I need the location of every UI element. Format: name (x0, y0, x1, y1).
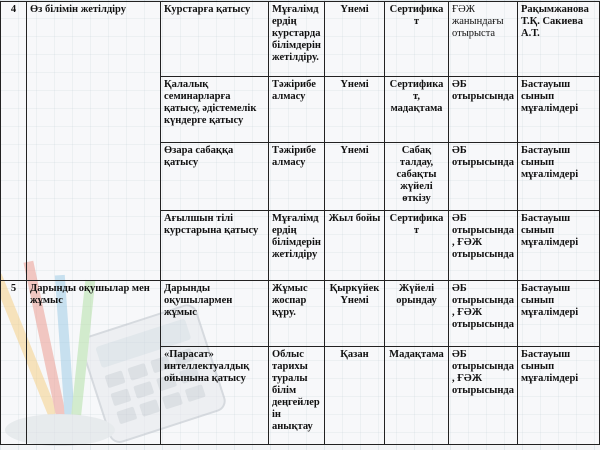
place-cell: ӘБ отырысында, ҒӘЖ отырысында (449, 281, 518, 347)
aim-cell: Мұғалімдердің курстарда білімдерін жетілдіру. (269, 2, 325, 77)
responsible-cell: Бастауыш сынып мұғалімдері (518, 281, 600, 347)
activity-cell: Қалалық семинарларға қатысу, әдістемелік күндерге қатысу (161, 77, 269, 143)
place-cell: ӘБ отырысында, ҒӘЖ отырысында (449, 211, 518, 281)
time-cell: Қазан (325, 347, 385, 445)
activity-cell: Өзара сабаққа қатысу (161, 143, 269, 211)
table-row (1, 281, 600, 347)
activity-cell: Ағылшын тілі курстарына қатысу (161, 211, 269, 281)
form-cell: Жүйелі орындау (385, 281, 449, 347)
time-cell: Үнемі (325, 77, 385, 143)
form-cell: Мадақтама (385, 347, 449, 445)
aim-cell: Жұмыс жоспар құру. (269, 281, 325, 347)
activity-cell: Курстарға қатысу (161, 2, 269, 77)
aim-cell: Мұғалімдердің білімдерін жетілдіру (269, 211, 325, 281)
responsible-cell: Рақымжанова Т.Қ. Сакиева А.Т. (518, 2, 600, 77)
form-cell: Сертификат (385, 211, 449, 281)
time-cell: Үнемі (325, 2, 385, 77)
plan-table (0, 1, 600, 445)
section-title: Дарынды оқушылар мен жұмыс (27, 281, 161, 445)
form-cell: Сертификат, мадақтама (385, 77, 449, 143)
place-cell: ҒӘЖ жанындағы отырыста (449, 2, 518, 77)
place-cell: ӘБ отырысында (449, 143, 518, 211)
place-cell: ӘБ отырысында, ҒӘЖ отырысында (449, 347, 518, 445)
responsible-cell: Бастауыш сынып мұғалімдері (518, 143, 600, 211)
time-cell: Жыл бойы (325, 211, 385, 281)
section-title: Өз білімін жетілдіру (27, 2, 161, 281)
responsible-cell: Бастауыш сынып мұғалімдері (518, 77, 600, 143)
form-cell: Сабақ талдау, сабақты жүйелі өткізу (385, 143, 449, 211)
aim-cell: Тәжірибе алмасу (269, 77, 325, 143)
activity-cell: «Парасат» интеллектуалдық ойынына қатысу (161, 347, 269, 445)
time-cell: Қыркүйек Үнемі (325, 281, 385, 347)
aim-cell: Тәжірибе алмасу (269, 143, 325, 211)
aim-cell: Облыс тарихы туралы білім деңгейлерін анықтау (269, 347, 325, 445)
activity-cell: Дарынды оқушылармен жұмыс (161, 281, 269, 347)
place-cell: ӘБ отырысында (449, 77, 518, 143)
responsible-cell: Бастауыш сынып мұғалімдері (518, 347, 600, 445)
form-cell: Сертификат (385, 2, 449, 77)
row-number: 5 (1, 281, 27, 445)
table-row (1, 2, 600, 77)
row-number: 4 (1, 2, 27, 281)
time-cell: Үнемі (325, 143, 385, 211)
responsible-cell: Бастауыш сынып мұғалімдері (518, 211, 600, 281)
